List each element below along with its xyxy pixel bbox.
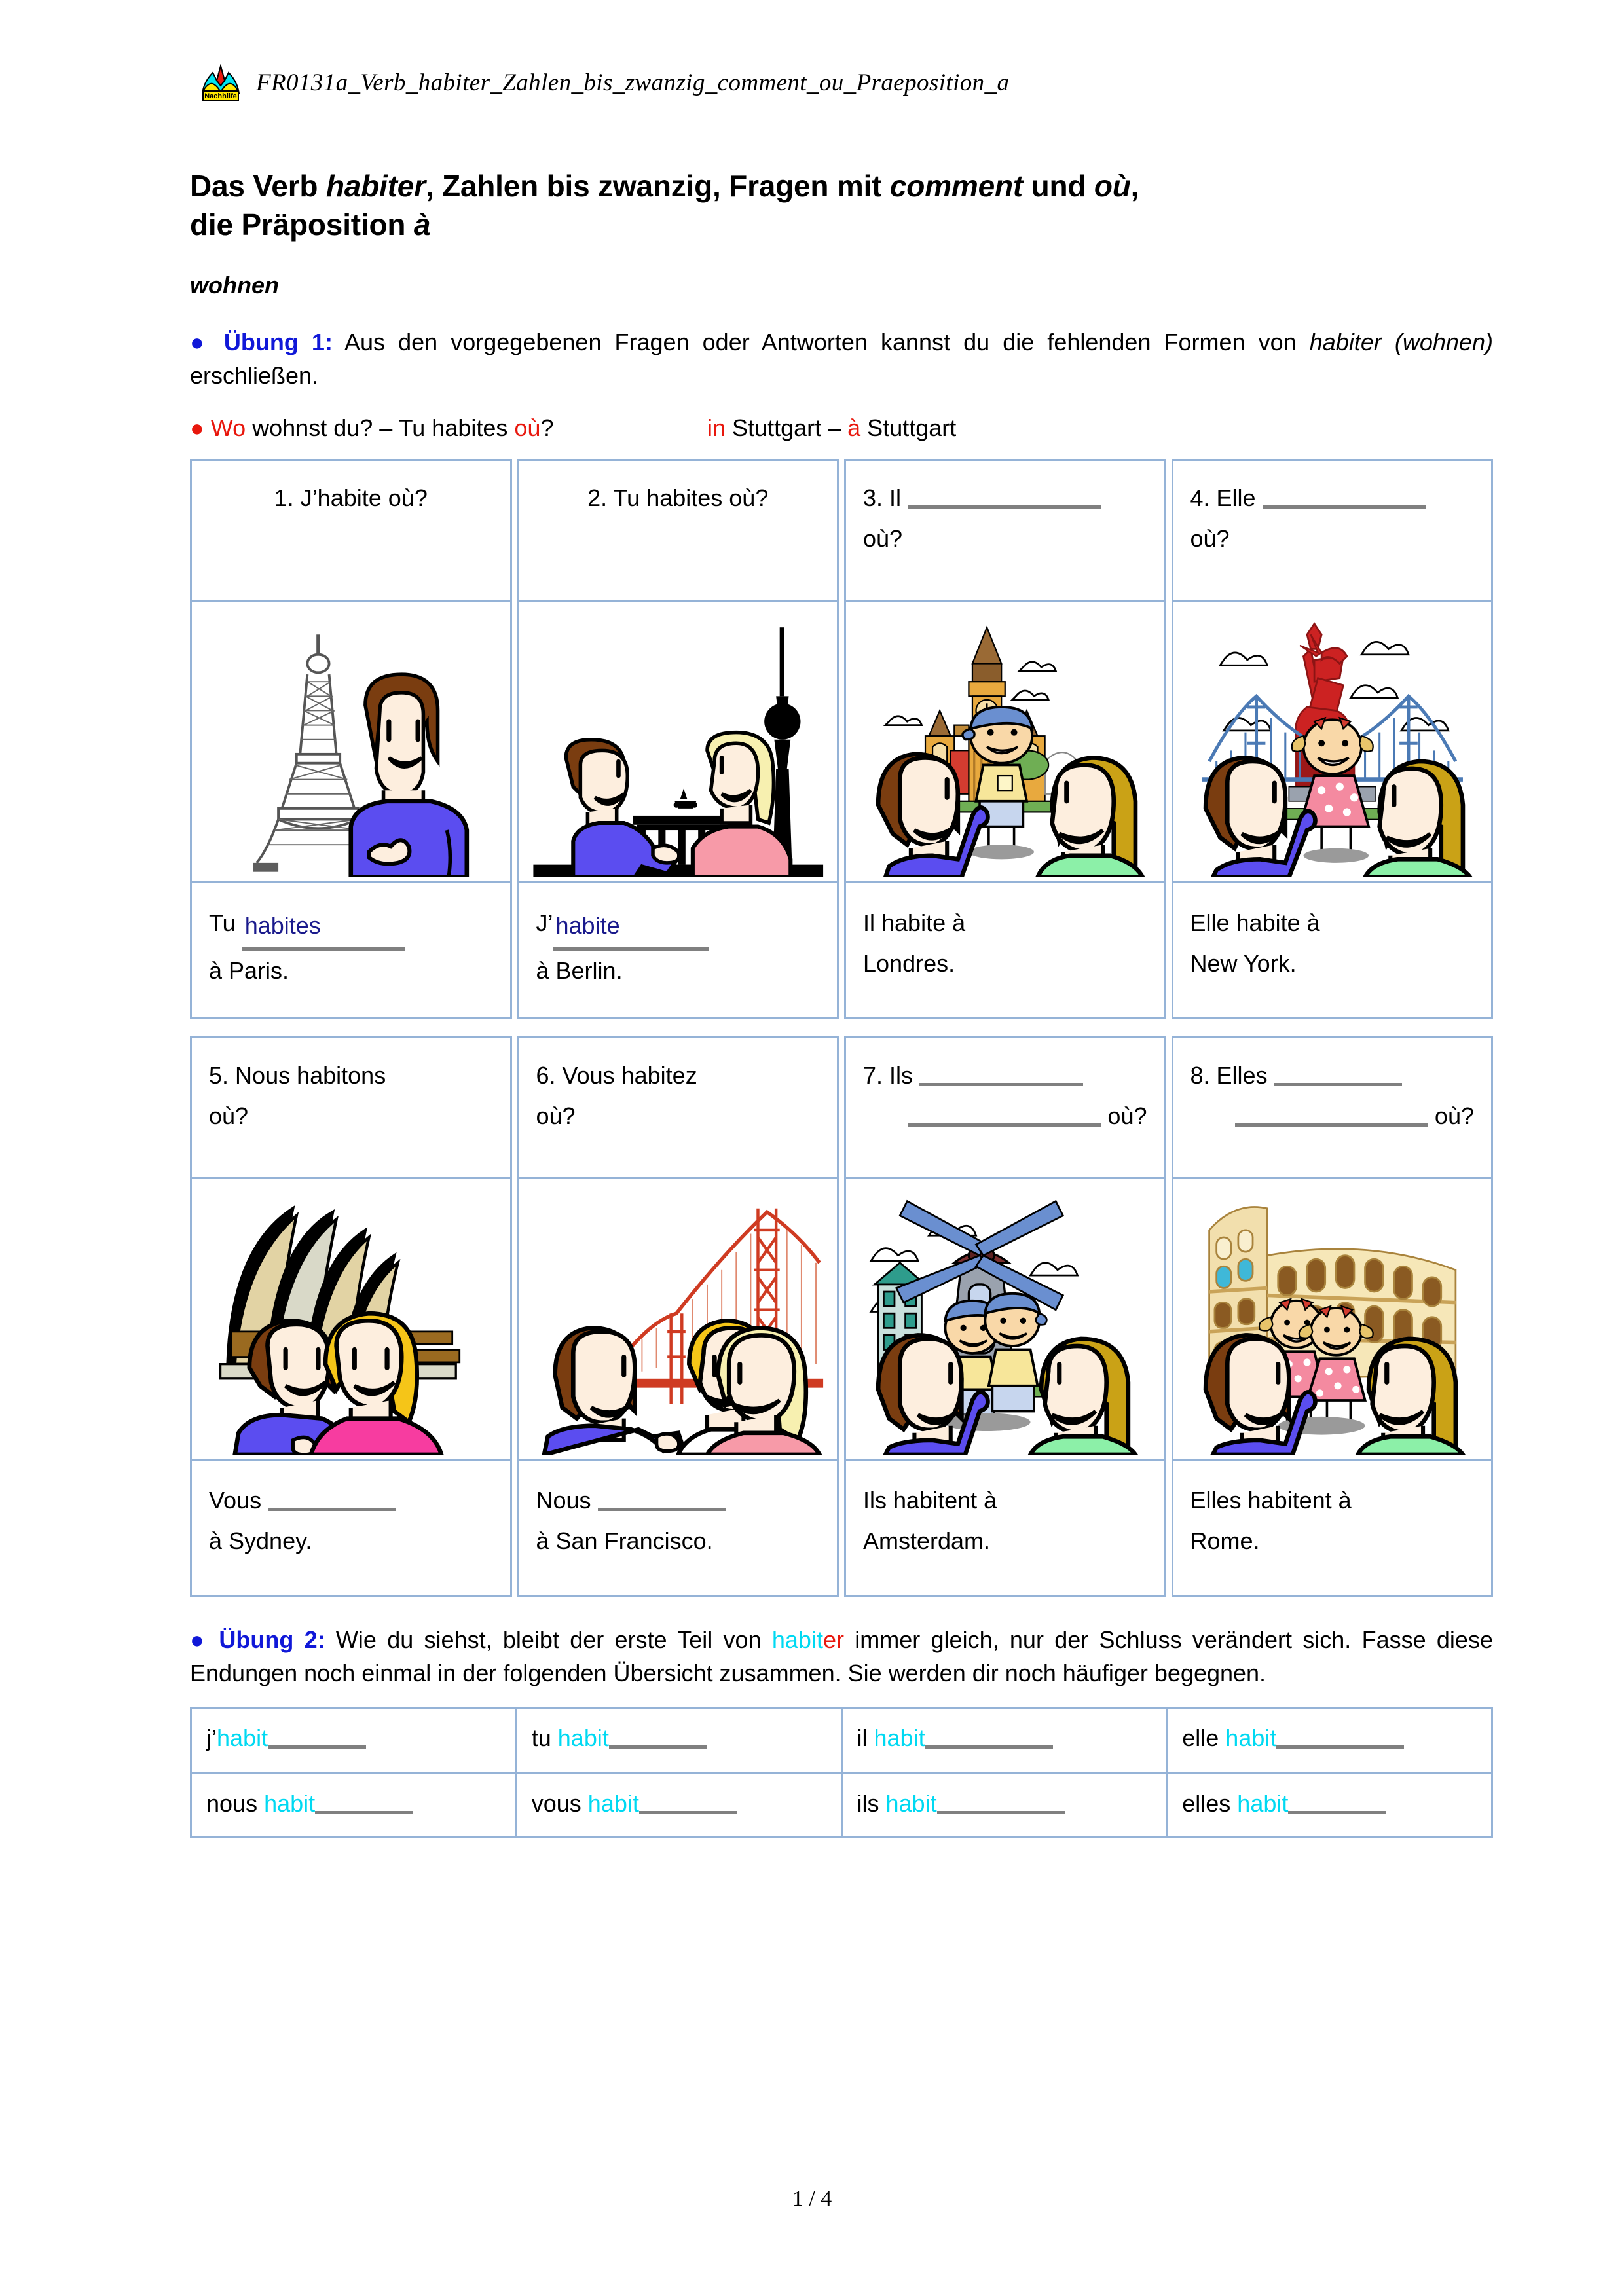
card-7-question-ou: où? [1107,1102,1147,1129]
exercise1-label: Übung 1: [223,328,333,355]
title-part-2: , Zahlen bis zwanzig, Fragen mit [425,169,890,203]
exercise2-instruction [190,1623,1493,1690]
card-1 [190,459,512,1019]
card-6-answer [519,1461,838,1595]
card-1-answer-pre: Tu [209,909,242,936]
card-7-picture [846,1179,1164,1461]
card-6-question-text: Vous habitez [562,1061,697,1089]
card-7-question [846,1038,1164,1179]
card-7 [844,1036,1166,1597]
svg-text:Nachhilfe: Nachhilfe [204,92,237,100]
card-1-question-text: J’habite où? [300,484,428,511]
conj-stem-nous: habit [264,1790,316,1817]
card-4-picture [1173,602,1492,883]
card-5-answer-pre: Vous [209,1486,268,1514]
title-part-4: , [1130,169,1139,203]
conjugation-cell-tu [517,1709,841,1772]
card-8-answer-line2: Rome. [1190,1527,1260,1554]
card-3-question-line2: où? [863,524,903,552]
card-3-answer-pre: Il habite à [863,909,966,936]
conjugation-column-1 [192,1709,515,1836]
exercise2-ending: er [822,1626,844,1653]
card-1-picture [192,602,510,883]
conjugation-cell-ils [843,1772,1166,1836]
card-2-question [519,461,838,602]
card-6-question [519,1038,838,1179]
card-1-question [192,461,510,602]
conj-blank-ils[interactable] [937,1811,1065,1814]
page-header [200,62,1009,103]
card-7-answer-pre: Ils habitent à [863,1486,997,1514]
card-8-answer [1173,1461,1492,1595]
picture-grid-row-2 [190,1036,1493,1597]
conj-pronoun-il: il [857,1724,874,1752]
conj-stem-ils: habit [885,1790,937,1817]
card-4-number: 4. [1190,484,1210,511]
conjugation-cell-je [192,1709,515,1772]
conj-pronoun-tu: tu [531,1724,558,1752]
card-2-answer-filled: habite [553,905,709,951]
card-5-number: 5. [209,1061,229,1089]
page-footer: 1 / 4 [792,2187,832,2211]
card-7-answer [846,1461,1164,1595]
conj-blank-elles[interactable] [1288,1811,1386,1814]
example-answer [707,414,956,442]
exercise2-text-b: immer gleich, nur der Schluss verändert sich. Fasse diese Endungen noch einmal in der folgenden Übersicht zusammen. Sie werden dir noch häufiger begegnen. [190,1626,1493,1687]
title-part-1: Das Verb [190,169,326,203]
card-2-answer [519,883,838,1017]
example-stuttgart-1: Stuttgart – [726,414,848,441]
brandenburg-gate-berlin-illustration [523,606,834,877]
card-2-answer-line2: à Berlin. [536,957,623,984]
example-wo: Wo [210,414,246,441]
conj-blank-il[interactable] [925,1745,1053,1749]
exercise1-text-a: Aus den vorgegebenen Fragen oder Antworten kannst du die fehlenden Formen von [332,328,1310,355]
conj-stem-vous: habit [587,1790,639,1817]
header-filename: FR0131a_Verb_habiter_Zahlen_bis_zwanzig_comment_ou_Praeposition_a [256,69,1010,96]
title-part-3: und [1023,169,1094,203]
card-8-question [1173,1038,1492,1179]
title-a: à [413,207,431,242]
example-in: in [707,414,726,441]
card-3 [844,459,1166,1019]
card-7-question-blank-2[interactable] [908,1123,1101,1127]
card-2-picture [519,602,838,883]
card-3-question-blank[interactable] [908,505,1101,509]
conj-blank-vous[interactable] [639,1811,737,1814]
conj-blank-tu[interactable] [609,1745,707,1749]
card-3-answer-line2: Londres. [863,949,955,977]
content-area [190,167,1493,1838]
card-8-question-pre: Elles [1216,1061,1274,1089]
card-6 [517,1036,840,1597]
windmill-amsterdam-illustration [850,1183,1160,1455]
card-3-question [846,461,1164,602]
conj-pronoun-elle: elle [1182,1724,1226,1752]
colosseum-rome-illustration [1177,1183,1488,1455]
card-8-picture [1173,1179,1492,1461]
conj-pronoun-ils: ils [857,1790,886,1817]
example-stuttgart-2: Stuttgart [860,414,957,441]
card-2-answer-pre: J’ [536,909,553,936]
title-habiter: habiter [325,169,426,203]
example-a: à [847,414,861,441]
card-6-answer-line2: à San Francisco. [536,1527,713,1554]
card-8-question-blank-1[interactable] [1274,1083,1402,1086]
card-7-question-blank-1[interactable] [919,1083,1083,1086]
card-8-question-blank-2[interactable] [1235,1123,1428,1127]
exercise1-instruction [190,325,1493,392]
card-5 [190,1036,512,1597]
exercise2-label: Übung 2: [219,1626,325,1653]
page-title [190,167,1493,244]
opera-house-sydney-illustration [196,1183,506,1455]
card-4-question-line2: où? [1190,524,1230,552]
conjugation-column-3 [841,1709,1166,1836]
card-5-answer-blank[interactable] [268,1508,396,1511]
card-4-answer [1173,883,1492,1017]
card-1-answer-line2: à Paris. [209,957,289,984]
conj-blank-elle[interactable] [1276,1745,1404,1749]
card-6-question-line2: où? [536,1102,576,1129]
card-5-question-text: Nous habitons [235,1061,386,1089]
card-8 [1172,1036,1494,1597]
card-3-answer [846,883,1164,1017]
conjugation-column-2 [515,1709,841,1836]
example-ou: où [514,414,541,441]
card-5-answer [192,1461,510,1595]
card-3-number: 3. [863,484,883,511]
card-5-question [192,1038,510,1179]
card-7-question-pre: Ils [889,1061,920,1089]
conj-blank-je[interactable] [268,1745,366,1749]
example-bullet: ● [190,414,204,441]
card-5-answer-line2: à Sydney. [209,1527,312,1554]
big-ben-london-illustration [850,606,1160,877]
conjugation-cell-il [843,1709,1166,1772]
card-8-question-line2 [1190,1096,1475,1137]
card-4-question-pre: Elle [1216,484,1263,511]
nachhilfe-logo-icon [200,62,242,103]
card-8-answer-pre: Elles habitent à [1190,1486,1352,1514]
statue-of-liberty-new-york-illustration [1177,606,1488,877]
card-1-answer-filled: habites [242,905,405,951]
title-ou: où [1094,169,1131,203]
conjugation-cell-elle [1168,1709,1491,1772]
conj-pronoun-je: j’ [206,1724,217,1752]
card-2-question-text: Tu habites où? [613,484,769,511]
card-6-number: 6. [536,1061,556,1089]
example-end: ? [540,414,554,441]
conj-pronoun-nous: nous [206,1790,265,1817]
card-4-question [1173,461,1492,602]
card-2 [517,459,840,1019]
card-5-question-line2: où? [209,1102,249,1129]
card-7-number: 7. [863,1061,883,1089]
card-7-answer-line2: Amsterdam. [863,1527,991,1554]
conj-pronoun-elles: elles [1182,1790,1238,1817]
card-3-picture [846,602,1164,883]
conjugation-table [190,1707,1493,1838]
title-part-5: die Präposition [190,207,414,242]
card-4 [1172,459,1494,1019]
exercise1-example [190,414,1493,442]
card-3-question-pre: Il [889,484,908,511]
conjugation-column-4 [1166,1709,1491,1836]
card-4-question-blank[interactable] [1263,505,1426,509]
eiffel-tower-paris-illustration [196,606,506,877]
conj-stem-tu: habit [557,1724,609,1752]
card-6-answer-blank[interactable] [598,1508,726,1511]
golden-gate-san-francisco-illustration [523,1183,834,1455]
card-2-number: 2. [587,484,608,511]
conjugation-cell-vous [517,1772,841,1836]
conj-stem-je: habit [217,1724,268,1752]
card-8-number: 8. [1190,1061,1210,1089]
card-1-number: 1. [274,484,294,511]
conjugation-cell-nous [192,1772,515,1836]
title-comment: comment [889,169,1023,203]
exercise2-stem: habit [771,1626,823,1653]
exercise1-habiter-wohnen: habiter (wohnen) [1309,328,1493,355]
exercise1-text-c: erschließen. [190,361,319,389]
exercise1-bullet: ● [190,328,211,355]
conj-stem-elles: habit [1237,1790,1289,1817]
conj-pronoun-vous: vous [531,1790,588,1817]
card-8-question-ou: où? [1434,1102,1474,1129]
conj-stem-il: habit [874,1724,925,1752]
card-1-answer [192,883,510,1017]
subtitle-wohnen: wohnen [190,271,279,299]
conjugation-cell-elles [1168,1772,1491,1836]
example-mid: wohnst du? – Tu habites [246,414,515,441]
conj-blank-nous[interactable] [315,1811,413,1814]
exercise2-text-a: Wie du siehst, bleibt der erste Teil von [325,1626,772,1653]
card-6-answer-pre: Nous [536,1486,598,1514]
picture-grid-row-1 [190,459,1493,1019]
card-5-picture [192,1179,510,1461]
conj-stem-elle: habit [1225,1724,1277,1752]
card-6-picture [519,1179,838,1461]
exercise2-bullet: ● [190,1626,209,1653]
card-4-answer-pre: Elle habite à [1190,909,1320,936]
card-4-answer-line2: New York. [1190,949,1297,977]
card-7-question-line2 [863,1096,1147,1137]
example-question [190,414,707,442]
